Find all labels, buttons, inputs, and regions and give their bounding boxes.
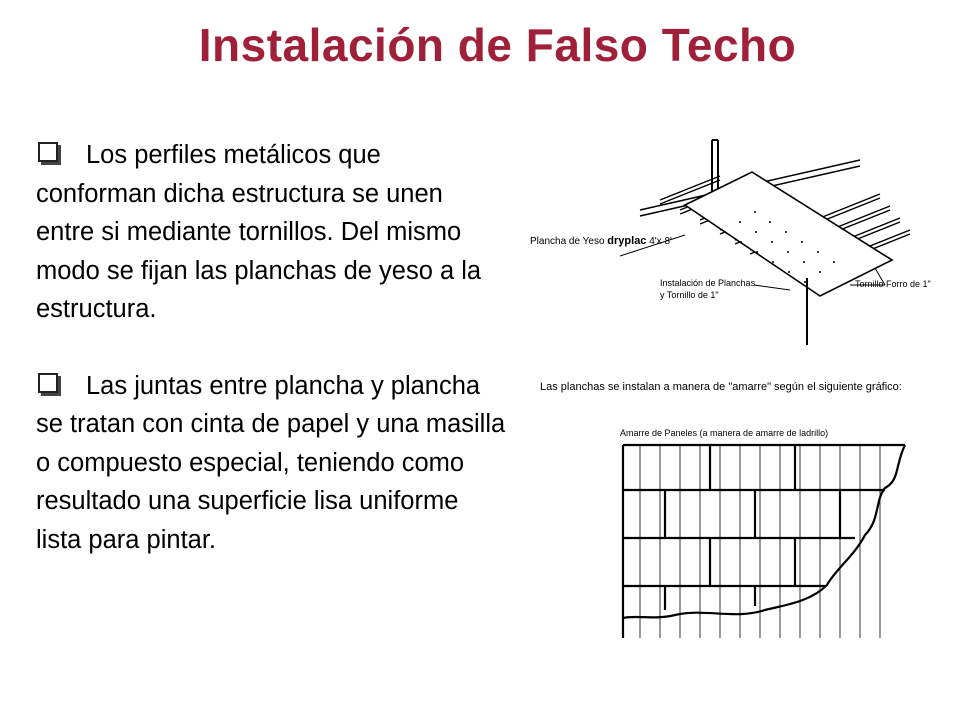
ceiling-structure-svg: [520, 130, 960, 350]
label-tornillo: Tornillo Forro de 1": [855, 279, 931, 289]
slide-title: Instalación de Falso Techo: [198, 19, 797, 71]
label-plancha: Plancha de Yeso dryplac 4'x 8': [530, 235, 672, 247]
paragraph-1: [36, 136, 506, 329]
text-block: [36, 136, 506, 559]
panel-caption: Las planchas se instalan a manera de "amarre" según el siguiente gráfico:: [540, 381, 902, 393]
paragraph-2-text: Las juntas entre plancha y plancha se tratan con cinta de papel y una masilla o compuesto especial, teniendo como resultado una superficie lisa uniforme lista para pintar.: [36, 371, 506, 554]
panel-diagram-title: Amarre de Paneles (a manera de amarre de ladrillo): [620, 428, 829, 438]
panel-ruling-lines: [640, 445, 880, 638]
panel-courses: [623, 445, 905, 638]
paragraph-1-text: Los perfiles metálicos que conforman dicha estructura se unen entre si mediante tornillos. Del mismo modo se fijan las planchas de yeso a la estructura.: [36, 141, 482, 323]
ceiling-structure-diagram: [520, 130, 960, 350]
panel-bond-svg: [535, 370, 960, 640]
label-instalacion-2: y Tornillo de 1": [660, 290, 719, 300]
paragraph-2: [36, 367, 506, 560]
label-instalacion-1: Instalación de Planchas: [660, 278, 756, 288]
hollow-square-bullet-icon: [38, 142, 58, 162]
hollow-square-bullet-icon: [38, 373, 58, 393]
panel-bond-diagram: [535, 370, 960, 640]
